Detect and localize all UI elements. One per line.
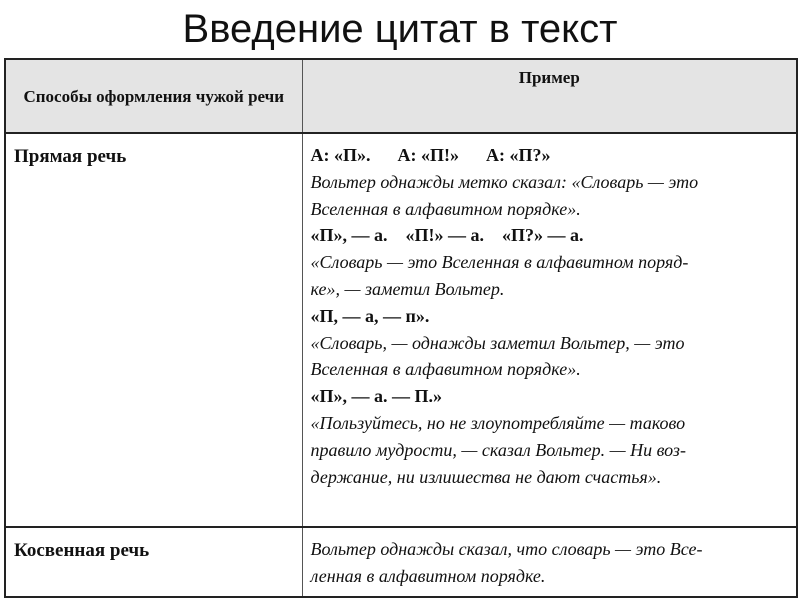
example-line: Вольтер однажды метко сказал: «Словарь — это xyxy=(310,171,699,192)
examples-direct-speech xyxy=(302,133,796,527)
example-line: «Словарь — это Вселенная в алфавитном поряд- xyxy=(310,252,689,273)
example-line: Вселенная в алфавитном порядке». xyxy=(310,198,581,219)
header-example: Пример xyxy=(302,60,796,133)
example-line: Вольтер однажды сказал, что словарь — это Все- xyxy=(310,539,703,559)
schema-line: «П», — а. «П!» — а. «П?» — а. xyxy=(310,225,584,246)
example-line: ленная в алфавитном порядке. xyxy=(310,565,546,586)
schema-line: «П, — а, — п». xyxy=(310,305,430,326)
schema-line: «П», — а. — П.» xyxy=(310,386,443,407)
example-line: «Пользуйтесь, но не злоупотребляйте — таково xyxy=(310,412,686,433)
example-line: «Словарь, — однажды заметил Вольтер, — это xyxy=(310,332,685,353)
example-line: правило мудрости, — сказал Вольтер. — Ни воз- xyxy=(310,439,686,460)
slide-title: Введение цитат в текст xyxy=(182,7,618,51)
method-direct-speech: Прямая речь xyxy=(6,133,302,527)
examples-indirect-speech xyxy=(302,527,796,596)
header-methods: Способы оформления чужой речи xyxy=(6,60,302,133)
speech-methods-table xyxy=(4,58,798,598)
table-row xyxy=(6,527,796,596)
table-row xyxy=(6,133,796,527)
example-line: ке», — заметил Вольтер. xyxy=(310,278,505,299)
example-line: Вселенная в алфавитном порядке». xyxy=(310,359,581,380)
method-indirect-speech: Косвенная речь xyxy=(6,527,302,596)
table-header-row xyxy=(6,60,796,133)
schema-line: А: «П». А: «П!» А: «П?» xyxy=(310,145,551,165)
example-line: держание, ни излишества не дают счастья». xyxy=(310,466,662,487)
